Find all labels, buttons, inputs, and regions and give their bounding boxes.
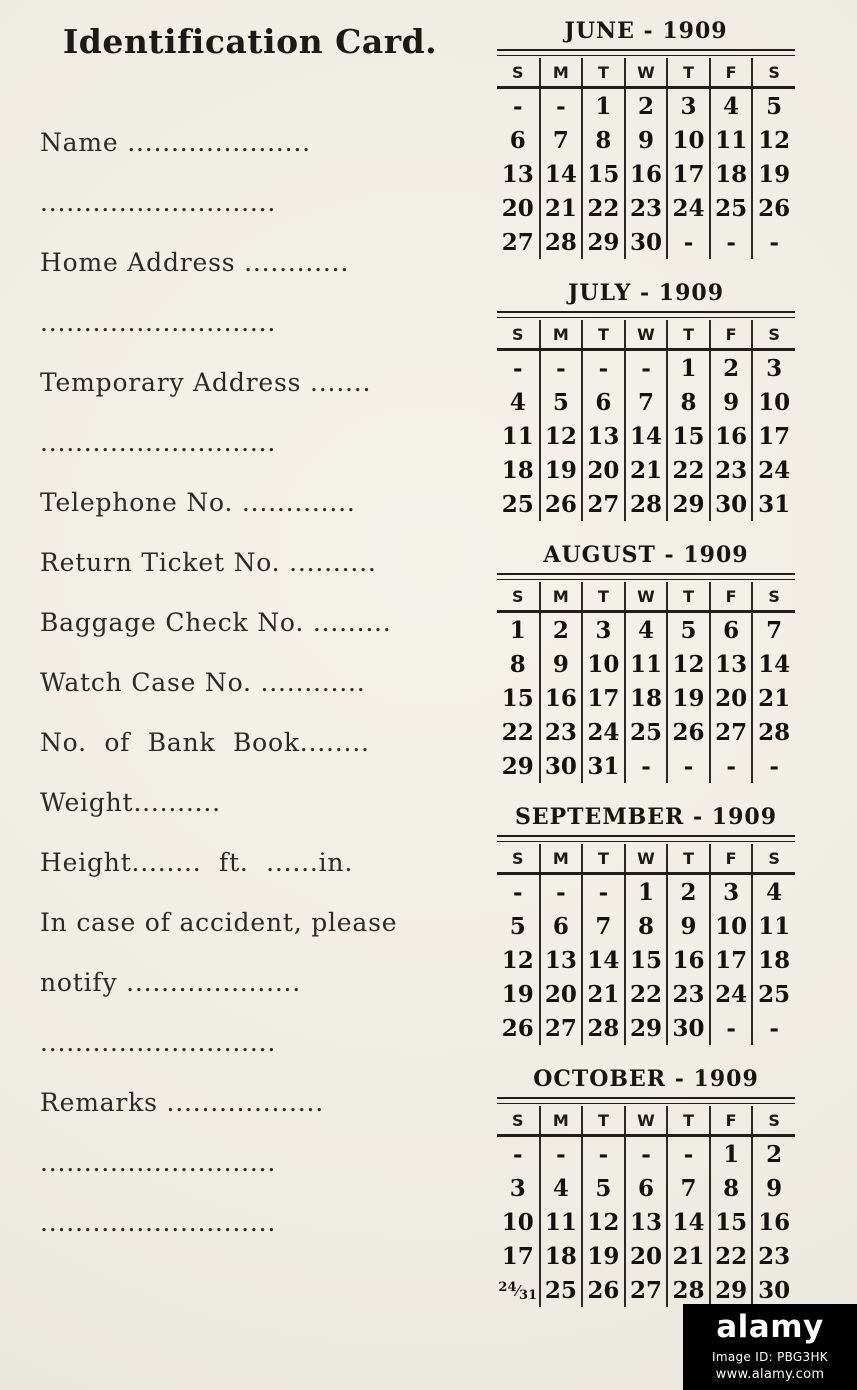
- identification-card: [40, 16, 460, 1253]
- calendar-cell: 16: [667, 943, 710, 977]
- calendar-cell: 27: [710, 715, 753, 749]
- double-rule: [497, 311, 795, 318]
- calendar-cell: 7: [625, 385, 668, 419]
- calendar-cell: -: [625, 749, 668, 783]
- calendar-cell: 16: [540, 681, 583, 715]
- calendar-title: JUNE - 1909: [564, 18, 728, 44]
- calendar-table: [497, 844, 795, 1045]
- calendar-cell: 7: [540, 123, 583, 157]
- day-header: S: [497, 582, 540, 612]
- calendar-cell: 10: [582, 647, 625, 681]
- double-rule: [497, 573, 795, 580]
- calendar-cell: 8: [667, 385, 710, 419]
- calendar-cell: -: [540, 1136, 583, 1172]
- day-header: T: [667, 844, 710, 874]
- calendar-cell: 14: [540, 157, 583, 191]
- calendar-cell: 30: [625, 225, 668, 259]
- calendar-cell: 21: [540, 191, 583, 225]
- calendar-cell: 19: [758, 161, 791, 188]
- day-header: T: [667, 58, 710, 88]
- calendar-cell: 27: [497, 225, 540, 259]
- calendar-cell: 7: [766, 617, 783, 644]
- calendar-cell: 29: [625, 1011, 668, 1045]
- day-header: T: [582, 1106, 625, 1136]
- calendar-cell: 15: [497, 681, 540, 715]
- form-line: Remarks ..................: [40, 1088, 324, 1117]
- calendar-cell: 2: [766, 1141, 783, 1168]
- day-header: S: [497, 1106, 540, 1136]
- calendar-cell: 29: [582, 225, 625, 259]
- day-header: W: [625, 320, 668, 350]
- calendar-cell: 17: [582, 681, 625, 715]
- calendar-cell: 30: [540, 749, 583, 783]
- double-rule: [497, 49, 795, 56]
- day-header: W: [625, 844, 668, 874]
- day-header: T: [667, 582, 710, 612]
- calendar-cell: 3: [667, 88, 710, 124]
- day-header: T: [582, 582, 625, 612]
- calendar: [497, 804, 795, 1045]
- calendar-cell: 4: [766, 879, 783, 906]
- day-header: S: [752, 320, 795, 350]
- calendar-cell: 9: [625, 123, 668, 157]
- calendar-cell: 28: [625, 487, 668, 521]
- calendar-cell: 1: [625, 874, 668, 910]
- calendar-cell: 24: [582, 715, 625, 749]
- calendar-cell: 20: [497, 191, 540, 225]
- day-header: F: [710, 844, 753, 874]
- form-line: Height........ ft. ......in.: [40, 848, 354, 877]
- calendar-cell: 28: [582, 1011, 625, 1045]
- calendar-cell: 24⁄31: [497, 1273, 540, 1307]
- calendar-cell: 21: [667, 1239, 710, 1273]
- calendar: [497, 18, 795, 259]
- calendar-table: [497, 320, 795, 521]
- calendar-cell: 12: [497, 943, 540, 977]
- calendar-cell: 12: [667, 647, 710, 681]
- calendar-cell: 5: [582, 1171, 625, 1205]
- calendar-cell: 1: [582, 88, 625, 124]
- calendar-cell: -: [667, 1136, 710, 1172]
- day-header: W: [625, 1106, 668, 1136]
- day-header: S: [752, 1106, 795, 1136]
- calendar-cell: 15: [710, 1205, 753, 1239]
- calendar-cell: 12: [582, 1205, 625, 1239]
- calendar-cell: 29: [667, 487, 710, 521]
- calendar-cell: 30: [667, 1011, 710, 1045]
- calendar-cell: 2: [625, 88, 668, 124]
- form-line: notify ....................: [40, 968, 302, 997]
- double-rule: [497, 1097, 795, 1104]
- calendar-cell: 27: [582, 487, 625, 521]
- calendar-cell: 21: [758, 685, 791, 712]
- calendar-cell: 2: [710, 350, 753, 386]
- calendar-cell: 27: [625, 1273, 668, 1307]
- day-header: F: [710, 320, 753, 350]
- calendar-cell: 21: [625, 453, 668, 487]
- calendar-cell: 6: [497, 123, 540, 157]
- calendar-cell: -: [540, 874, 583, 910]
- calendar-cell: 30: [758, 1277, 791, 1304]
- calendar-cell: 24: [758, 457, 791, 484]
- calendar-cell: 17: [497, 1239, 540, 1273]
- calendar-cell: 14: [582, 943, 625, 977]
- day-header: M: [540, 320, 583, 350]
- form-line: In case of accident, please: [40, 908, 398, 937]
- form-line: ...........................: [40, 1208, 277, 1237]
- calendar-cell: 25: [758, 981, 791, 1008]
- calendar-cell: 26: [667, 715, 710, 749]
- calendar-cell: -: [625, 1136, 668, 1172]
- day-header: M: [540, 1106, 583, 1136]
- calendar-cell: 23: [710, 453, 753, 487]
- double-rule: [497, 835, 795, 842]
- day-header: W: [625, 58, 668, 88]
- image-id: Image ID: PBG3HK: [712, 1350, 828, 1364]
- calendar-cell: 25: [540, 1273, 583, 1307]
- calendar-cell: -: [710, 225, 753, 259]
- form-line: Weight..........: [40, 788, 221, 817]
- calendar-cell: 15: [667, 419, 710, 453]
- calendar-cell: 26: [582, 1273, 625, 1307]
- calendar-cell: 17: [710, 943, 753, 977]
- calendar-cell: 25: [497, 487, 540, 521]
- calendar-cell: 13: [582, 419, 625, 453]
- calendar-cell: 1: [667, 350, 710, 386]
- calendar-cell: -: [710, 1011, 753, 1045]
- calendar-cell: -: [540, 88, 583, 124]
- form-lines: [40, 113, 460, 1253]
- calendar-cell: 3: [710, 874, 753, 910]
- calendar-cell: 16: [710, 419, 753, 453]
- calendar-cell: 8: [625, 909, 668, 943]
- calendar-cell: 16: [625, 157, 668, 191]
- day-header: S: [497, 320, 540, 350]
- calendar-cell: -: [582, 874, 625, 910]
- card-title: Identification Card.: [62, 22, 438, 61]
- calendar-cell: 15: [582, 157, 625, 191]
- form-line: Home Address ............: [40, 248, 350, 277]
- day-header: W: [625, 582, 668, 612]
- calendar-cell: 13: [497, 157, 540, 191]
- calendar-cell: 8: [710, 1171, 753, 1205]
- calendar-cell: 1: [710, 1136, 753, 1172]
- calendar-cell: 23: [758, 1243, 791, 1270]
- calendar-cell: 19: [667, 681, 710, 715]
- form-line: Baggage Check No. .........: [40, 608, 392, 637]
- calendar-cell: 22: [625, 977, 668, 1011]
- calendar-cell: 1: [497, 612, 540, 648]
- calendar-cell: 18: [497, 453, 540, 487]
- calendar-cell: 4: [625, 612, 668, 648]
- alamy-logo: alamy: [716, 1309, 824, 1345]
- form-line: ...........................: [40, 428, 277, 457]
- calendar-cell: 10: [758, 389, 791, 416]
- calendar-cell: 30: [710, 487, 753, 521]
- calendar-cell: 3: [766, 355, 783, 382]
- calendar-cell: 19: [497, 977, 540, 1011]
- calendar-cell: 10: [497, 1205, 540, 1239]
- calendar-cell: 17: [758, 423, 791, 450]
- form-line: Temporary Address .......: [40, 368, 372, 397]
- calendar-cell: 12: [540, 419, 583, 453]
- day-header: T: [582, 58, 625, 88]
- calendar-cell: 13: [710, 647, 753, 681]
- calendar-cell: -: [667, 749, 710, 783]
- day-header: M: [540, 58, 583, 88]
- calendar: [497, 280, 795, 521]
- day-header: M: [540, 582, 583, 612]
- calendar-cell: 18: [540, 1239, 583, 1273]
- calendar-cell: 14: [625, 419, 668, 453]
- calendar-cell: 26: [758, 195, 791, 222]
- calendar-cell: 22: [667, 453, 710, 487]
- calendar-cell: -: [710, 749, 753, 783]
- calendar-cell: -: [769, 1015, 779, 1042]
- calendar-cell: 27: [540, 1011, 583, 1045]
- calendar: [497, 542, 795, 783]
- calendar-cell: 7: [582, 909, 625, 943]
- calendar-cell: 28: [667, 1273, 710, 1307]
- calendar: [497, 1066, 795, 1307]
- calendar-cell: 11: [540, 1205, 583, 1239]
- calendar-cell: 9: [766, 1175, 783, 1202]
- calendar-cell: 4: [710, 88, 753, 124]
- calendar-cell: 23: [625, 191, 668, 225]
- calendar-cell: 23: [667, 977, 710, 1011]
- calendar-cell: -: [625, 350, 668, 386]
- calendar-cell: 2: [667, 874, 710, 910]
- calendar-cell: 31: [758, 491, 791, 518]
- calendar-cell: 3: [497, 1171, 540, 1205]
- day-header: S: [497, 58, 540, 88]
- calendar-cell: 9: [710, 385, 753, 419]
- calendar-cell: 8: [582, 123, 625, 157]
- calendar-cell: 25: [710, 191, 753, 225]
- calendar-cell: 5: [766, 93, 783, 120]
- form-line: No. of Bank Book........: [40, 728, 370, 757]
- calendar-cell: 5: [667, 612, 710, 648]
- calendar-cell: 5: [497, 909, 540, 943]
- calendar-cell: 22: [497, 715, 540, 749]
- day-header: T: [667, 320, 710, 350]
- calendar-cell: 6: [625, 1171, 668, 1205]
- calendar-cell: 9: [667, 909, 710, 943]
- calendar-table: [497, 58, 795, 259]
- form-line: Watch Case No. ............: [40, 668, 366, 697]
- calendar-cell: -: [540, 350, 583, 386]
- calendar-cell: 19: [540, 453, 583, 487]
- calendar-cell: 26: [497, 1011, 540, 1045]
- calendar-cell: 2: [540, 612, 583, 648]
- calendar-cell: -: [769, 753, 779, 780]
- calendar-cell: 28: [758, 719, 791, 746]
- form-line: ...........................: [40, 1028, 277, 1057]
- form-line: Return Ticket No. ..........: [40, 548, 377, 577]
- calendar-cell: 18: [710, 157, 753, 191]
- calendar-cell: 21: [582, 977, 625, 1011]
- calendar-cell: 18: [625, 681, 668, 715]
- calendar-title: SEPTEMBER - 1909: [514, 804, 778, 830]
- calendar-cell: 22: [710, 1239, 753, 1273]
- day-header: S: [752, 844, 795, 874]
- calendar-cell: 23: [540, 715, 583, 749]
- calendar-cell: 20: [710, 681, 753, 715]
- calendar-cell: 10: [667, 123, 710, 157]
- calendar-title: AUGUST - 1909: [543, 542, 749, 568]
- form-line: Name .....................: [40, 128, 311, 157]
- calendar-cell: 28: [540, 225, 583, 259]
- calendar-cell: 14: [758, 651, 791, 678]
- calendar-cell: 12: [758, 127, 791, 154]
- calendar-cell: -: [582, 1136, 625, 1172]
- calendar-cell: 4: [497, 385, 540, 419]
- alamy-watermark: [683, 1304, 857, 1390]
- calendar-cell: -: [582, 350, 625, 386]
- calendar-cell: 8: [497, 647, 540, 681]
- calendar-cell: 14: [667, 1205, 710, 1239]
- day-header: F: [710, 582, 753, 612]
- calendar-cell: -: [667, 225, 710, 259]
- day-header: T: [582, 320, 625, 350]
- calendar-cell: 6: [540, 909, 583, 943]
- calendar-cell: 11: [497, 419, 540, 453]
- calendar-cell: 10: [710, 909, 753, 943]
- calendar-column: [497, 18, 795, 1328]
- day-header: S: [497, 844, 540, 874]
- calendar-cell: -: [497, 88, 540, 124]
- form-line: Telephone No. .............: [40, 488, 356, 517]
- day-header: T: [582, 844, 625, 874]
- calendar-cell: 11: [625, 647, 668, 681]
- calendar-table: [497, 582, 795, 783]
- calendar-cell: 11: [758, 913, 791, 940]
- calendar-cell: 3: [582, 612, 625, 648]
- calendar-cell: 18: [758, 947, 791, 974]
- calendar-cell: 19: [582, 1239, 625, 1273]
- calendar-cell: 6: [582, 385, 625, 419]
- form-line: ...........................: [40, 1148, 277, 1177]
- calendar-cell: 17: [667, 157, 710, 191]
- calendar-cell: 22: [582, 191, 625, 225]
- calendar-cell: 24: [710, 977, 753, 1011]
- calendar-cell: 29: [497, 749, 540, 783]
- alamy-url: www.alamy.com: [715, 1367, 825, 1382]
- calendar-cell: 13: [540, 943, 583, 977]
- calendar-cell: 15: [625, 943, 668, 977]
- calendar-title: OCTOBER - 1909: [533, 1066, 759, 1092]
- calendar-cell: -: [497, 1136, 540, 1172]
- calendar-title: JULY - 1909: [567, 280, 725, 306]
- calendar-cell: 20: [625, 1239, 668, 1273]
- calendar-cell: 11: [710, 123, 753, 157]
- calendar-cell: -: [497, 874, 540, 910]
- day-header: S: [752, 582, 795, 612]
- day-header: T: [667, 1106, 710, 1136]
- day-header: S: [752, 58, 795, 88]
- calendar-cell: 9: [540, 647, 583, 681]
- calendar-cell: -: [769, 229, 779, 256]
- day-header: F: [710, 1106, 753, 1136]
- calendar-cell: 25: [625, 715, 668, 749]
- calendar-cell: -: [497, 350, 540, 386]
- calendar-cell: 4: [540, 1171, 583, 1205]
- calendar-cell: 20: [540, 977, 583, 1011]
- calendar-cell: 29: [710, 1273, 753, 1307]
- calendar-cell: 31: [582, 749, 625, 783]
- day-header: M: [540, 844, 583, 874]
- calendar-cell: 5: [540, 385, 583, 419]
- calendar-cell: 20: [582, 453, 625, 487]
- calendar-cell: 26: [540, 487, 583, 521]
- calendar-cell: 13: [625, 1205, 668, 1239]
- day-header: F: [710, 58, 753, 88]
- form-line: ...........................: [40, 308, 277, 337]
- calendar-cell: 6: [710, 612, 753, 648]
- calendar-table: [497, 1106, 795, 1307]
- calendar-cell: 24: [667, 191, 710, 225]
- calendar-cell: 7: [667, 1171, 710, 1205]
- calendar-cell: 16: [758, 1209, 791, 1236]
- form-line: ...........................: [40, 188, 277, 217]
